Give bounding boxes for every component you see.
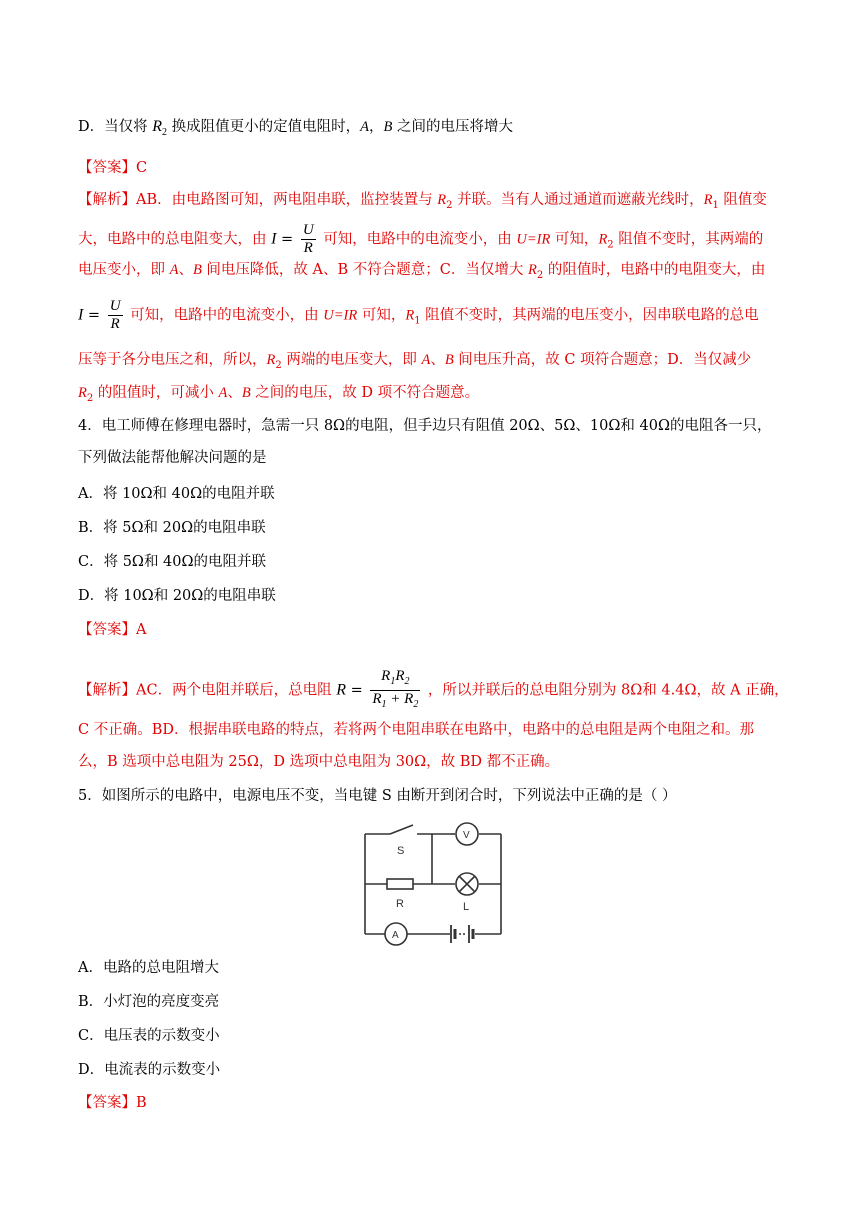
- ohm-fraction: $\frac{U}{R}$: [302, 222, 314, 256]
- q4-analysis-line-1: 【解析】AC．两个电阻并联后，总电阻 R = $\frac{R_1R_2}{R_1 + R_2}$ ，所以并联后的总电阻分别为 8Ω和 4.4Ω，故 A 正确，: [78, 668, 789, 713]
- q4-answer: 【答案】A: [78, 622, 147, 638]
- circuit-diagram: [355, 820, 515, 946]
- q4-option-a: A．将 10Ω和 40Ω的电阻并联: [78, 486, 275, 502]
- ammeter-label: A: [392, 930, 399, 941]
- voltmeter-label: V: [463, 830, 470, 841]
- q4-analysis-line-2: C 不正确。BD．根据串联电路的特点，若将两个电阻串联在电路中，电路中的总电阻是两个电阻之和。那: [78, 722, 754, 738]
- switch-label: S: [397, 845, 405, 857]
- parallel-fraction: $\frac{R_1R_2}{R_1 + R_2}$: [372, 668, 419, 710]
- lamp-label: L: [463, 901, 470, 913]
- q4-option-b: B．将 5Ω和 20Ω的电阻串联: [78, 520, 266, 536]
- q3-analysis-line-3: 电压变小，即 A、B 间电压降低，故 A、B 不符合题意；C．当仅增大 $R_2$ 的阻值时，电路中的电阻变大，由: [78, 262, 766, 281]
- q5-option-c: C．电压表的示数变小: [78, 1028, 220, 1044]
- q4-option-c: C．将 5Ω和 40Ω的电阻并联: [78, 554, 267, 570]
- q4-stem-line-1: 4．电工师傅在修理电器时，急需一只 8Ω的电阻，但手边只有阻值 20Ω、5Ω、10Ω和 40Ω的电阻各一只，: [78, 418, 772, 434]
- q3-option-d: D．当仅将 $R_2$ 换成阻值更小的定值电阻时，A，B 之间的电压将增大: [78, 118, 513, 138]
- q4-stem-line-2: 下列做法能帮他解决问题的是: [78, 450, 267, 466]
- q3-analysis-line-6: $R_2$ 的阻值时，可减小 A、B 之间的电压，故 D 项不符合题意。: [78, 385, 480, 404]
- q3-analysis-line-1: 【解析】AB．由电路图可知，两电阻串联，监控装置与 $R_2$ 并联。当有人通过通道而遮蔽光线时，$R_1$ 阻值变: [78, 192, 767, 211]
- q3-analysis-line-5: 压等于各分电压之和，所以，$R_2$ 两端的电压变大，即 A、B 间电压升高，故 C 项符合题意；D．当仅减少: [78, 352, 752, 371]
- q4-option-d: D．将 10Ω和 20Ω的电阻串联: [78, 588, 276, 604]
- q5-option-a: A．电路的总电阻增大: [78, 960, 219, 976]
- q5-answer: 【答案】B: [78, 1095, 147, 1111]
- q3-analysis-line-2: 大，电路中的总电阻变大，由 I = $\frac{U}{R}$ 可知，电路中的电流变小，由 U=IR 可知，$R_2$ 阻值不变时，其两端的: [78, 222, 764, 256]
- q4-analysis-line-3: 么，B 选项中总电阻为 25Ω，D 选项中总电阻为 30Ω，故 BD 都不正确。: [78, 754, 560, 770]
- q3-answer: 【答案】C: [78, 160, 148, 176]
- q5-stem: 5．如图所示的电路中，电源电压不变，当电键 S 由断开到闭合时，下列说法中正确的是（ ）: [78, 788, 677, 804]
- q3-analysis-line-4: I = $\frac{U}{R}$ 可知，电路中的电流变小，由 U=IR 可知，$R_1$ 阻值不变时，其两端的电压变小，因串联电路的总电: [78, 298, 759, 332]
- resistor-label: R: [396, 898, 404, 910]
- q5-option-d: D．电流表的示数变小: [78, 1062, 221, 1078]
- ohm-fraction-2: $\frac{U}{R}$: [109, 298, 121, 332]
- q5-option-b: B．小灯泡的亮度变亮: [78, 994, 220, 1010]
